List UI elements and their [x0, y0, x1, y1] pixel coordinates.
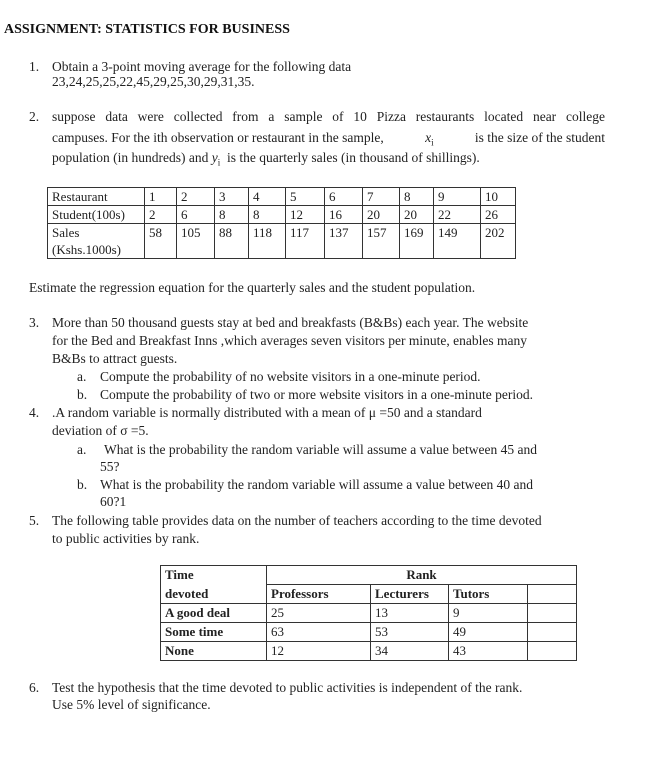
subquestion-text: What is the probability the random variable will assume a value between 40 and — [100, 477, 533, 492]
table-row — [48, 188, 516, 206]
cell: 2 — [145, 206, 177, 224]
column-header: devoted — [161, 585, 267, 604]
cell: 3 — [215, 188, 249, 206]
cell: 9 — [434, 188, 481, 206]
cell: 16 — [325, 206, 363, 224]
text: population (in hundreds) and — [52, 150, 209, 165]
cell: 22 — [434, 206, 481, 224]
subquestion-text: 60?1 — [100, 494, 127, 509]
text: is the size of the student — [474, 130, 605, 145]
subquestion-label: b. — [77, 477, 88, 492]
question-number: 4. — [29, 405, 40, 420]
cell: 26 — [481, 206, 516, 224]
cell: 6 — [325, 188, 363, 206]
cell: 5 — [286, 188, 325, 206]
question-text-line — [52, 130, 605, 151]
table-row — [161, 642, 577, 661]
cell: 4 — [249, 188, 286, 206]
question-text: to public activities by rank. — [52, 531, 200, 546]
subquestion-label: b. — [77, 387, 88, 402]
cell: 43 — [449, 642, 528, 661]
cell: 25 — [267, 604, 371, 623]
cell: 7 — [363, 188, 400, 206]
cell: 137 — [325, 224, 363, 259]
question-text: .A random variable is normally distributed with a mean of μ =50 and a standard — [52, 405, 482, 420]
question-text-line — [52, 150, 480, 171]
cell: 8 — [215, 206, 249, 224]
table-header-row — [161, 566, 577, 585]
cell: 105 — [177, 224, 215, 259]
question-text: deviation of σ =5. — [52, 423, 149, 438]
question-number: 2. — [29, 109, 40, 124]
cell: 117 — [286, 224, 325, 259]
row-label: Sales (Kshs.1000s) — [48, 224, 145, 259]
question-number: 5. — [29, 513, 40, 528]
cell: 6 — [177, 206, 215, 224]
cell — [528, 642, 577, 661]
question-text: More than 50 thousand guests stay at bed and breakfasts (B&Bs) each year. The website — [52, 315, 529, 330]
subquestion-text: 55? — [100, 459, 120, 474]
cell: 20 — [400, 206, 434, 224]
question-number: 1. — [29, 59, 40, 74]
table-row — [48, 206, 516, 224]
subquestion-text: Compute the probability of two or more website visitors in a one-minute period. — [100, 387, 534, 402]
cell: 8 — [249, 206, 286, 224]
column-header: Rank — [267, 566, 577, 585]
cell: 49 — [449, 623, 528, 642]
cell: 10 — [481, 188, 516, 206]
subquestion-label: a. — [77, 369, 87, 384]
column-header — [528, 585, 577, 604]
question-text: Obtain a 3-point moving average for the following data — [52, 59, 352, 74]
cell: 12 — [267, 642, 371, 661]
question-text: Test the hypothesis that the time devoted to public activities is independent of the rank. — [52, 680, 523, 695]
question-number: 3. — [29, 315, 40, 330]
cell — [528, 623, 577, 642]
question-text: The following table provides data on the number of teachers according to the time devoted — [52, 513, 542, 528]
row-label: Restaurant — [48, 188, 145, 206]
text: campuses. For the ith observation or restaurant in the sample, — [52, 130, 384, 145]
cell: 118 — [249, 224, 286, 259]
cell: 202 — [481, 224, 516, 259]
teachers-time-table — [160, 565, 577, 661]
x-variable: $x_i$ — [425, 130, 434, 148]
column-header: Lecturers — [371, 585, 449, 604]
pizza-data-table — [47, 187, 516, 259]
row-label: None — [161, 642, 267, 661]
question-data: 23,24,25,25,22,45,29,25,30,29,31,35. — [52, 74, 255, 89]
cell: 63 — [267, 623, 371, 642]
cell: 88 — [215, 224, 249, 259]
column-header: Time — [161, 566, 267, 585]
cell: 20 — [363, 206, 400, 224]
document-title: ASSIGNMENT: STATISTICS FOR BUSINESS — [4, 22, 290, 37]
cell: 169 — [400, 224, 434, 259]
subquestion-text: What is the probability the random variable will assume a value between 45 and — [104, 442, 537, 457]
cell: 53 — [371, 623, 449, 642]
row-label: Some time — [161, 623, 267, 642]
subquestion-text: Compute the probability of no website visitors in a one-minute period. — [100, 369, 481, 384]
cell: 12 — [286, 206, 325, 224]
cell: 58 — [145, 224, 177, 259]
question-text: suppose data were collected from a sample of 10 Pizza restaurants located near college — [52, 109, 605, 124]
column-header: Professors — [267, 585, 371, 604]
regression-instruction: Estimate the regression equation for the quarterly sales and the student population. — [29, 280, 476, 295]
table-row — [161, 604, 577, 623]
cell: 2 — [177, 188, 215, 206]
table-header-row — [161, 585, 577, 604]
question-number: 6. — [29, 680, 40, 695]
subquestion-label: a. — [77, 442, 87, 457]
text: is the quarterly sales (in thousand of shillings). — [227, 150, 480, 165]
cell: 9 — [449, 604, 528, 623]
table-row — [48, 224, 516, 259]
cell: 13 — [371, 604, 449, 623]
question-text: B&Bs to attract guests. — [52, 351, 178, 366]
row-label: Student(100s) — [48, 206, 145, 224]
cell: 149 — [434, 224, 481, 259]
question-text: for the Bed and Breakfast Inns ,which averages seven visitors per minute, enables many — [52, 333, 527, 348]
table-row — [161, 623, 577, 642]
cell: 8 — [400, 188, 434, 206]
cell: 157 — [363, 224, 400, 259]
cell: 34 — [371, 642, 449, 661]
row-label: A good deal — [161, 604, 267, 623]
cell: 1 — [145, 188, 177, 206]
column-header: Tutors — [449, 585, 528, 604]
y-variable: $y_i$ — [211, 150, 221, 168]
cell — [528, 604, 577, 623]
question-text: Use 5% level of significance. — [52, 697, 211, 712]
